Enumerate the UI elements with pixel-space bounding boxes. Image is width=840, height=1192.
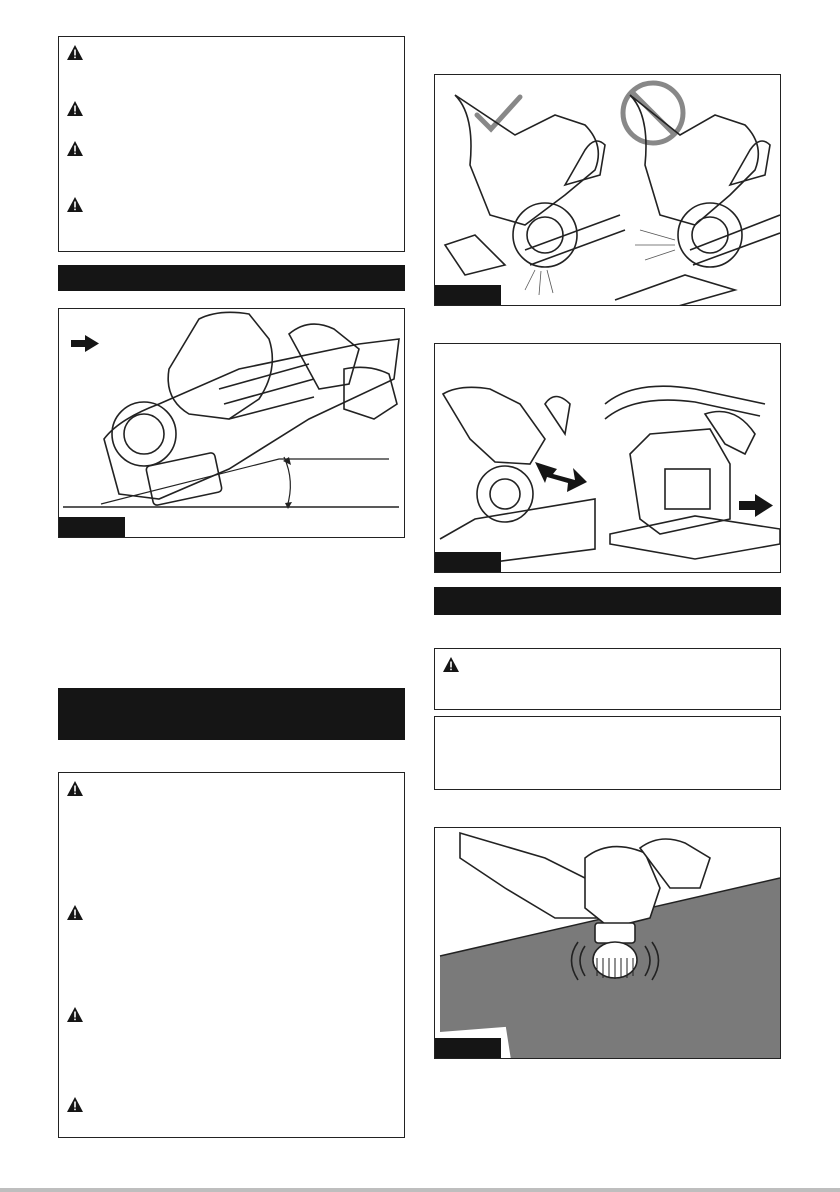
notice-box xyxy=(434,716,781,790)
warning-triangle-icon xyxy=(67,1007,83,1022)
warning-box-bottom xyxy=(58,772,405,1138)
page-bottom-strip xyxy=(0,1188,840,1192)
direction-arrow-icon xyxy=(535,462,587,492)
warning-triangle-icon xyxy=(67,905,83,920)
figure-grinder-angle xyxy=(58,308,405,538)
warning-triangle-icon xyxy=(67,101,83,116)
warning-box-top xyxy=(58,36,405,252)
direction-arrow-icon xyxy=(71,335,99,352)
warning-box-right xyxy=(434,648,781,710)
warning-triangle-icon xyxy=(67,197,83,212)
warning-triangle-icon xyxy=(443,657,459,672)
figure-correct-incorrect-cutting xyxy=(434,74,781,306)
figure-label-tag xyxy=(435,1038,501,1058)
section-heading-bar xyxy=(58,265,405,291)
figure-label-tag xyxy=(435,552,501,572)
direction-arrow-icon xyxy=(739,494,773,517)
section-heading-bar xyxy=(434,587,781,615)
warning-triangle-icon xyxy=(67,1097,83,1112)
figure-cutting-direction xyxy=(434,343,781,573)
figure-label-tag xyxy=(435,285,501,305)
figure-label-tag xyxy=(59,517,125,537)
section-heading-bar xyxy=(58,688,405,740)
warning-triangle-icon xyxy=(67,45,83,60)
figure-wire-brush xyxy=(434,827,781,1059)
warning-triangle-icon xyxy=(67,781,83,796)
warning-triangle-icon xyxy=(67,141,83,156)
